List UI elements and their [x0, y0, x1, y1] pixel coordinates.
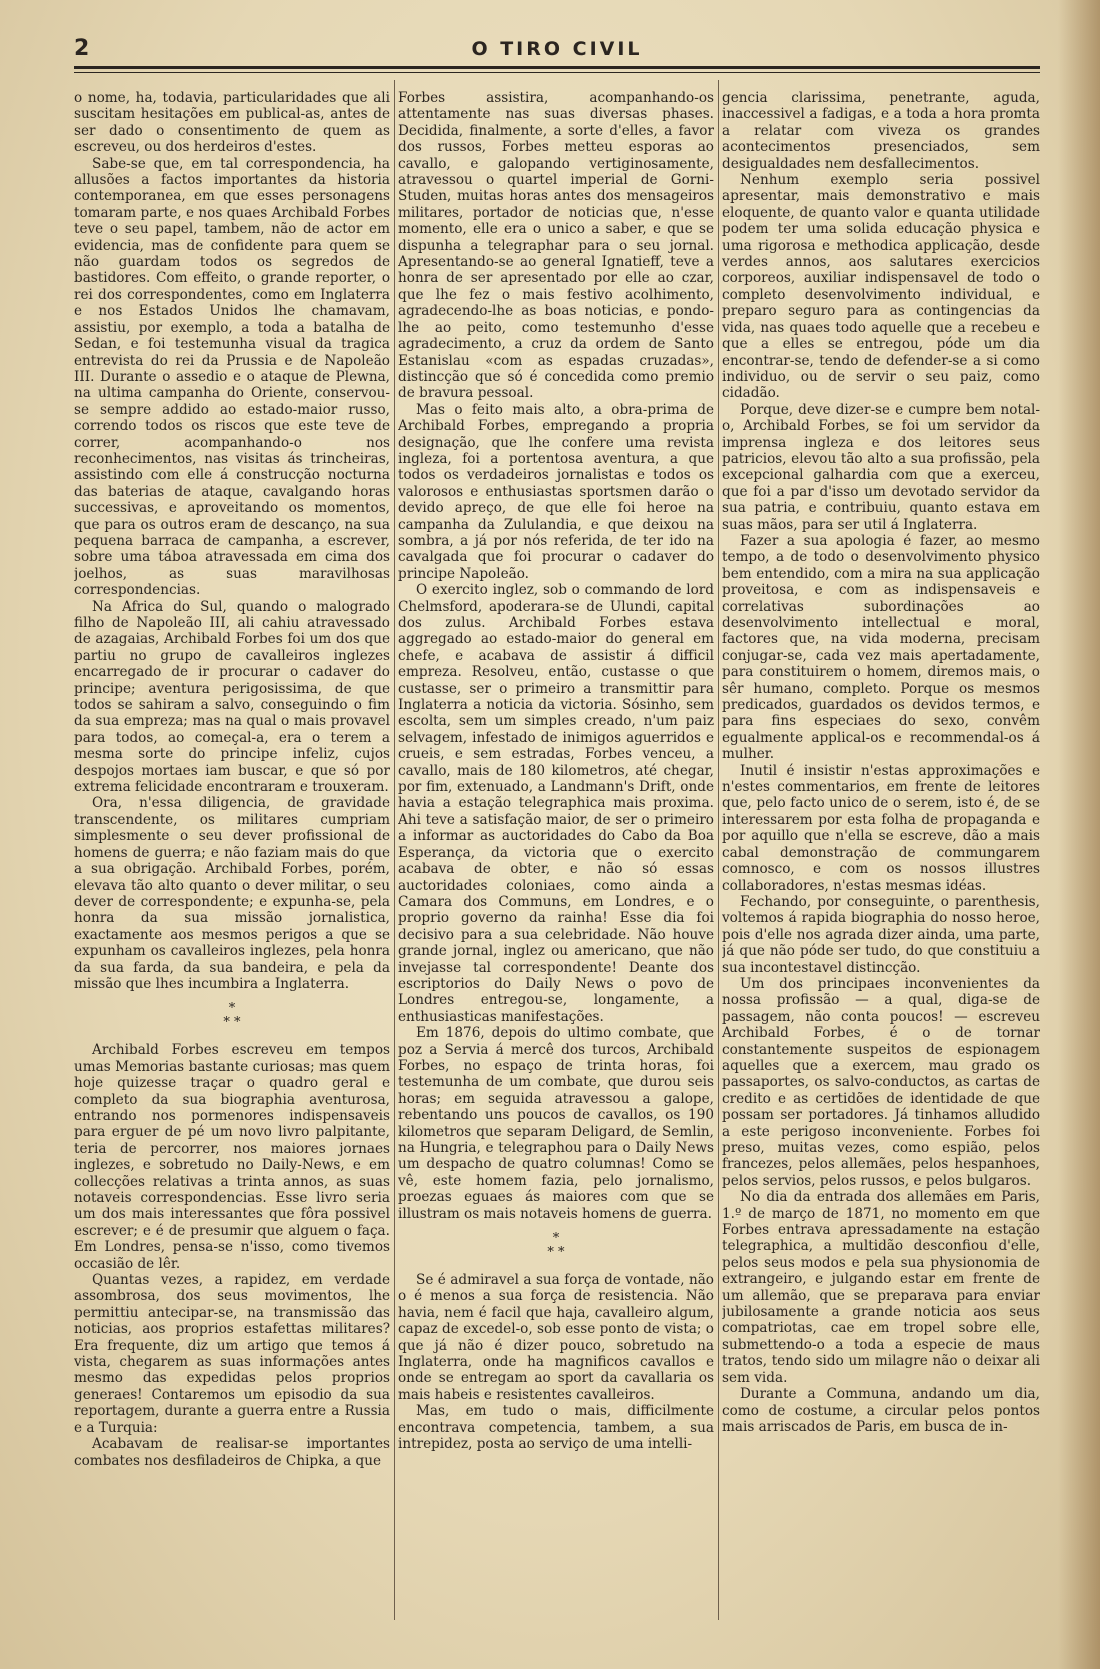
column-2	[398, 90, 714, 1610]
paragraph: Durante a Communa, andando um dia, como de costume, a circular pelos pontos mais arriscados de Paris, em busca de in-	[722, 1386, 1040, 1435]
page-header	[74, 36, 1040, 60]
paragraph: Quantas vezes, a rapidez, em verdade assombrosa, dos seus movimentos, lhe permittiu antecipar-se, na transmissão das noticias, aos proprios estafettas militares? Era frequente, diz um artigo que temos á vista, chegarem as suas informações antes mesmo das expedidas pelos proprios generaes! Contaremos um episodio da sua reportagem, durante a guerra entre a Russia e a Turquia:	[74, 1272, 390, 1436]
paragraph: Um dos principaes inconvenientes da nossa profissão — a qual, diga-se de passagem, não conta poucos! — escreveu Archibald Forbes, é o de tornar constantemente suspeitos de espionagem aquelles que a exercem, mau grado os passaportes, os salvo-conductos, as cartas de credito e as certidões de identidade de que possam ser portadores. Já tinhamos alludido a este perigoso inconveniente. Forbes foi preso, muitas vezes, como espião, pelos francezes, pelos allemães, pelos hespanhoes, pelos servios, pelos russos, e pelos bulgaros.	[722, 975, 1040, 1189]
paragraph: Porque, deve dizer-se e cumpre bem notal-o, Archibald Forbes, se foi um servidor da imprensa ingleza e dos leitores seus patricios, elevou tão alto a sua profissão, pela excepcional galhardia com que a exerceu, que foi a par d'isso um devotado servidor da sua patria, e contribuiu, quanto estava em suas mãos, para ser util á Inglaterra.	[722, 401, 1040, 533]
paragraph: No dia da entrada dos allemães em Paris, 1.º de março de 1871, no momento em que Forbes entrava apressadamente na estação telegraphica, a multidão desconfiou d'elle, pelos seus modos e pela sua physionomia de extrangeiro, e julgando estar em frente de um allemão, que se preparava para enviar jubilosamente a grande noticia aos seus compatriotas, cae em tropel sobre elle, submettendo-o a toda a especie de maus tratos, tendo sido um milagre não o deixar ali sem vida.	[722, 1189, 1040, 1386]
paragraph: Forbes assistira, acompanhando-os attentamente nas suas diversas phases. Decidida, finalmente, a sorte d'elles, a favor dos russos, Forbes metteu esporas ao cavallo, e galopando vertiginosamente, atravessou o quartel imperial de Gorni-Studen, muitas horas antes dos mensageiros militares, portador de noticias que, n'esse momento, elle era o unico a saber, e que se dispunha a telegraphar para o seu jornal. Apresentando-se ao general Ignatieff, teve a honra de ser apresentado por elle ao czar, que lhe fez o mais festivo acolhimento, agradecendo-lhe as boas noticias, e pondo-lhe ao peito, como testemunho d'esse agradecimento, a cruz da ordem de Santo Estanislau «com as espadas cruzadas», distincção que só é concedida como premio de bravura pessoal.	[398, 90, 714, 402]
paragraph: Fazer a sua apologia é fazer, ao mesmo tempo, a de todo o desenvolvimento physico bem entendido, com a mira na sua applicação proveitosa, e com as indispensaveis e correlativas subordinações ao desenvolvimento intellectual e moral, factores que, na vida moderna, precisam conjugar-se, cada vez mais apertadamente, para constituirem o homem, diremos mais, o sêr humano, completo. Porque os mesmos predicados, guardados os devidos termos, e para fins especiaes do sexo, convêm egualmente applical-os e recommendal-os á mulher.	[722, 532, 1040, 763]
separator-star-top: *	[228, 1001, 236, 1017]
section-separator	[398, 1232, 714, 1260]
paragraph: Ora, n'essa diligencia, de gravidade transcendente, os militares cumpriam simplesmente o seu dever profissional de homens de guerra; e não faziam mais do que a sua obrigação. Archibald Forbes, porém, elevava tão alto quanto o dever militar, o seu dever de correspondente; e expunha-se, pela honra da sua missão jornalistica, exactamente aos mesmos perigos a que se expunham os cavalleiros inglezes, pela honra da sua farda, da sua bandeira, e pela da missão que lhes incumbira a Inglaterra.	[74, 795, 390, 992]
paragraph: Nenhum exemplo seria possivel apresentar, mais demonstrativo e mais eloquente, de quanto valor e quanta utilidade podem ter uma solida educação physica e uma rigorosa e methodica applicação, desde verdes annos, aos salutares exercicios corporeos, auxiliar indispensavel de todo o completo desenvolvimento individual, e preparo seguro para as contingencias da vida, nas quaes todo aquelle que a recebeu e que a elles se entregou, póde um dia encontrar-se, tendo de defender-se a si como individuo, ou de servir o seu paiz, como cidadão.	[722, 172, 1040, 402]
paragraph: Na Africa do Sul, quando o malogrado filho de Napoleão III, ali cahiu atravessado de azagaias, Archibald Forbes foi um dos que partiu no grupo de cavalleiros inglezes encarregado de ir procurar o cadaver do principe; aventura perigosissima, de que todos se sahiram a salvo, conseguindo o fim da sua empreza; mas na qual o mais provavel para todos, ao começal-a, era o terem a mesma sorte do principe infeliz, cujos despojos mortaes iam buscar, e que só por extrema felicidade encontraram e trouxeram.	[74, 598, 390, 796]
column-3	[722, 90, 1040, 1610]
separator-stars-bottom: * *	[547, 1245, 565, 1261]
paragraph: Se é admiravel a sua força de vontade, não o é menos a sua força de resistencia. Não havia, nem é facil que haja, cavalleiro algum, capaz de excedel-o, sob esse ponto de vista; o que já não é dizer pouco, sobretudo na Inglaterra, onde ha magnificos cavallos e onde se entregam ao sport da cavallaria os mais habeis e resistentes cavalleiros.	[398, 1272, 714, 1403]
paragraph: Fechando, por conseguinte, o parenthesis, voltemos á rapida biographia do nosso heroe, pois d'elle nos agrada dizer ainda, uma parte, já que não póde ser tudo, do que constituiu a sua incontestavel distincção.	[722, 893, 1040, 976]
newspaper-title: O TIRO CIVIL	[471, 38, 643, 60]
column-divider-2	[718, 80, 719, 1620]
header-rule-thick	[74, 66, 1040, 69]
section-separator	[74, 1002, 390, 1030]
page-number: 2	[74, 36, 90, 61]
header-rule-thin	[74, 72, 1040, 73]
page-edge-shadow	[1058, 0, 1100, 1669]
paragraph: Mas o feito mais alto, a obra-prima de Archibald Forbes, empregando a propria designação, que lhe confere uma revista ingleza, foi a portentosa aventura, a que todos os verdadeiros jornalistas e todos os valorosos e enthusiastas sportsmen darão o devido apreço, de que elle foi heroe na campanha da Zululandia, e que deixou na sombra, a já por nós referida, de ter ido na cavalgada que foi procurar o cadaver do principe Napoleão.	[398, 401, 714, 582]
separator-stars-bottom: * *	[223, 1015, 241, 1031]
paragraph: Sabe-se que, em tal correspondencia, ha allusões a factos importantes da historia contemporanea, em que esses personagens tomaram parte, e nos quaes Archibald Forbes teve o seu papel, tambem, não de actor em evidencia, mas de confidente para quem se não guardam todos os segredos de bastidores. Com effeito, o grande reporter, o rei dos correspondentes, como em Inglaterra e nos Estados Unidos lhe chamavam, assistiu, por exemplo, a toda a batalha de Sedan, e foi testemunha visual da tragica entrevista do rei da Prussia e de Napoleão III. Durante o assedio e o ataque de Plewna, na ultima campanha do Oriente, conservou-se sempre addido ao estado-maior russo, correndo todos os riscos que este teve de correr, acompanhando-o nos reconhecimentos, nas visitas ás trincheiras, assistindo com elle á construcção nocturna das baterias de ataque, cavalgando horas successivas, e aproveitando os momentos, que para os outros eram de descanço, na sua pequena barraca de campanha, a escrever, sobre uma táboa atravessada em cima dos joelhos, as suas maravilhosas correspondencias.	[74, 155, 390, 599]
paragraph: O exercito inglez, sob o commando de lord Chelmsford, apoderara-se de Ulundi, capital dos zulus. Archibald Forbes estava aggregado ao estado-maior do general em chefe, e acabava de assistir á difficil empreza. Resolveu, então, custasse o que custasse, ser o primeiro a transmittir para Inglaterra a noticia da victoria. Sósinho, sem escolta, sem um simples creado, n'um paiz selvagem, infestado de inimigos aguerridos e crueis, e sem estradas, Forbes venceu, a cavallo, mais de 180 kilometros, até chegar, por fim, extenuado, a Landmann's Drift, onde havia a estação telegraphica mais proxima. Ahi teve a satisfação maior, de ser o primeiro a informar as auctoridades do Cabo da Boa Esperança, da victoria que o exercito acabava de obter, e não só essas auctoridades coloniaes, como ainda a Camara dos Communs, em Londres, e o proprio governo da rainha! Esse dia foi decisivo para a sua celebridade. Não houve grande jornal, inglez ou americano, que não invejasse tal correspondente! Deante dos escriptorios do Daily News o povo de Londres entregou-se, longamente, a enthusiasticas manifestações.	[398, 582, 714, 1025]
separator-star-top: *	[552, 1231, 560, 1247]
column-1	[74, 90, 390, 1610]
paragraph: Acabavam de realisar-se importantes combates nos desfiladeiros de Chipka, a que	[74, 1436, 390, 1469]
paragraph: Mas, em tudo o mais, difficilmente encontrava competencia, tambem, a sua intrepidez, posta ao serviço de uma intelli-	[398, 1403, 714, 1453]
paragraph: Archibald Forbes escreveu em tempos umas Memorias bastante curiosas; mas quem hoje quizesse traçar o quadro geral e completo da sua biographia aventurosa, entrando nos pormenores indispensaveis para erguer de pé um novo livro palpitante, teria de percorrer, nos maiores jornaes inglezes, e sobretudo no Daily-News, e em collecções relativas a trinta annos, as suas notaveis correspondencias. Esse livro seria um dos mais interessantes que fôra possivel escrever; e é de presumir que alguem o faça. Em Londres, pensa-se n'isso, como tivemos occasião de lêr.	[74, 1042, 390, 1272]
paragraph: Em 1876, depois do ultimo combate, que poz a Servia á mercê dos turcos, Archibald Forbes, no espaço de trinta horas, foi testemunha de um combate, que durou seis horas; em seguida atravessou a galope, rebentando uns poucos de cavallos, os 190 kilometros que separam Deligard, de Semlin, na Hungria, e telegraphou para o Daily News um despacho de quatro columnas! Como se vê, este homem fazia, pelo jornalismo, proezas eguaes ás maiores com que se illustram os mais notaveis homens de guerra.	[398, 1025, 714, 1222]
paragraph: Inutil é insistir n'estas approximações e n'estes commentarios, em frente de leitores que, pelo facto unico de o serem, isto é, de se interessarem por esta folha de propaganda e por aquillo que n'ella se escreve, dão a mais cabal demonstração de commungarem comnosco, e com os nossos illustres collaboradores, n'estas mesmas idéas.	[722, 762, 1040, 894]
paragraph: o nome, ha, todavia, particularidades que ali suscitam hesitações em publical-as, antes de ser dado o consentimento de quem as escreveu, ou dos herdeiros d'estes.	[74, 90, 390, 156]
column-divider-1	[394, 80, 395, 1620]
paragraph: gencia clarissima, penetrante, aguda, inaccessivel a fadigas, e a toda a hora promta a relatar com viveza os grandes acontecimentos presenciados, sem desigualdades nem desfallecimentos.	[722, 90, 1040, 172]
